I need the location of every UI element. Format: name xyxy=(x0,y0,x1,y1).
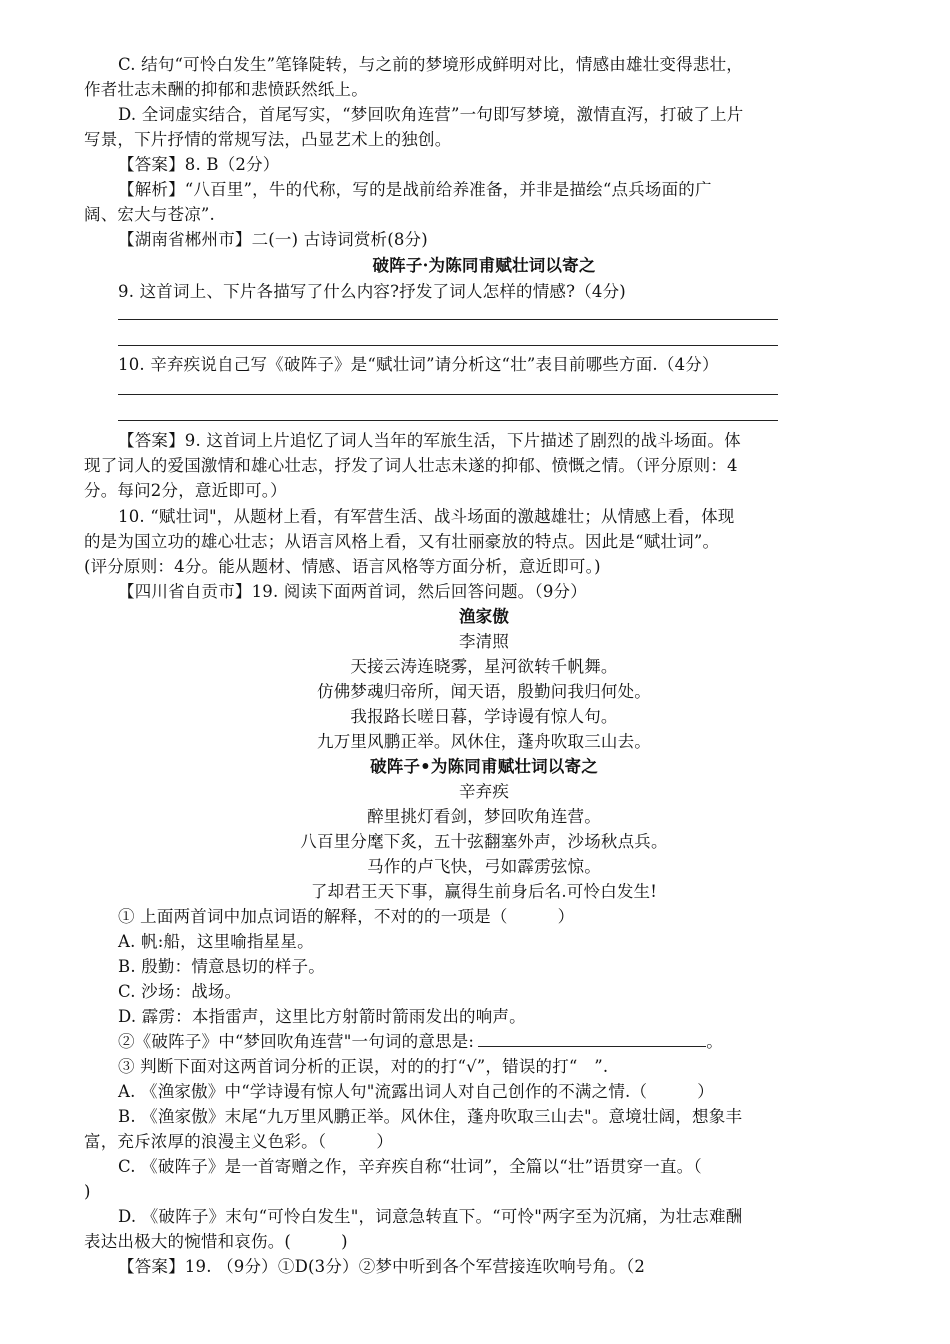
option-c-line2: 作者壮志未酬的抑郁和悲愤跃然纸上。 xyxy=(84,80,368,99)
poem-line: 醉里挑灯看剑，梦回吹角连营。 xyxy=(367,807,601,826)
analysis-line2: 阔、宏大与苍凉”. xyxy=(84,205,215,224)
section-sichuan: 【四川省自贡市】19. 阅读下面两首词，然后回答问题。（9分） xyxy=(118,582,587,601)
answer-10-line3: (评分原则：4分。能从题材、情感、语言风格等方面分析，意近即可。) xyxy=(84,557,601,576)
poem-title-pozhenzi-2: 破阵子•为陈同甫赋壮词以寄之 xyxy=(370,757,598,776)
poem-title-pozhenzi: 破阵子·为陈同甫赋壮词以寄之 xyxy=(372,256,596,275)
subquestion-2-text: ②《破阵子》中“梦回吹角连营"一句词的意思是: xyxy=(118,1032,475,1051)
fill-in-blank xyxy=(478,1030,706,1047)
poem-line: 马作的卢飞快，弓如霹雳弦惊。 xyxy=(367,857,601,876)
option-d-line2: 写景，下片抒情的常规写法，凸显艺术上的独创。 xyxy=(84,130,452,149)
subquestion-3: ③ 判断下面对这两首词分析的正误，对的的打“√”，错误的打“ ”. xyxy=(118,1057,609,1076)
option-c: C. 沙场：战场。 xyxy=(118,982,242,1001)
answer-line-9a xyxy=(118,319,778,320)
subquestion-1: ① 上面两首词中加点词语的解释，不对的的一项是（ ） xyxy=(118,907,575,926)
answer-8: 【答案】8. B（2分） xyxy=(118,155,280,174)
poem-line: 仿佛梦魂归帝所，闻天语，殷勤问我归何处。 xyxy=(317,682,651,701)
answer-9-line2: 现了词人的爱国激情和雄心壮志，抒发了词人壮志未遂的抑郁、愤慨之情。（评分原则：4 xyxy=(84,456,738,475)
judge-c-line1: C. 《破阵子》是一首寄赠之作，辛弃疾自称“壮词”，全篇以“壮”语贯穿一直。（ xyxy=(118,1157,702,1176)
poem-author-liqingzhao: 李清照 xyxy=(458,632,510,651)
subquestion-2 xyxy=(118,1029,884,1054)
poem-line: 九万里风鹏正举。风休住，蓬舟吹取三山去。 xyxy=(317,732,651,751)
answer-line-9b xyxy=(118,345,778,346)
answer-19: 【答案】19. （9分）①D(3分）②梦中听到各个军营接连吹响号角。（2 xyxy=(118,1257,646,1276)
option-a: A. 帆:船，这里喻指星星。 xyxy=(118,932,314,951)
analysis-line1: 【解析】“八百里”，牛的代称，写的是战前给养准备，并非是描绘“点兵场面的广 xyxy=(118,180,712,199)
subquestion-2-end: 。 xyxy=(706,1032,723,1051)
question-9: 9. 这首词上、下片各描写了什么内容?抒发了词人怎样的情感?（4分) xyxy=(118,282,626,301)
judge-a: A. 《渔家傲》中“学诗谩有惊人句"流露出词人对自己创作的不满之情.（ ） xyxy=(118,1082,714,1101)
option-d-line1: D. 全词虚实结合，首尾写实，“梦回吹角连营”一句即写梦境，激情直泻，打破了上片 xyxy=(118,105,744,124)
option-d: D. 霹雳：本指雷声，这里比方射箭时箭雨发出的响声。 xyxy=(118,1007,526,1026)
poem-line: 天接云涛连晓雾，星河欲转千帆舞。 xyxy=(350,657,618,676)
poem-author-xinqiji: 辛弃疾 xyxy=(458,782,510,801)
judge-b-line2: 富，充斥浓厚的浪漫主义色彩。（ ） xyxy=(84,1132,394,1151)
judge-d-line1: D. 《破阵子》末句“可怜白发生"，词意急转直下。“可怜"两字至为沉痛，为壮志难酬 xyxy=(118,1207,743,1226)
option-b: B. 殷勤：情意恳切的样子。 xyxy=(118,957,325,976)
answer-9-line3: 分。每问2分，意近即可。） xyxy=(84,481,287,500)
answer-10-line1: 10. “赋壮词"，从题材上看，有军营生活、战斗场面的激越雄壮；从情感上看，体现 xyxy=(118,507,735,526)
judge-c-line2: ) xyxy=(84,1182,91,1201)
judge-b-line1: B. 《渔家傲》末尾“九万里风鹏正举。风休住，蓬舟吹取三山去"。意境壮阔，想象丰 xyxy=(118,1107,743,1126)
question-10: 10. 辛弃疾说自己写《破阵子》是“赋壮词”请分析这“壮”表目前哪些方面.（4分） xyxy=(118,355,719,374)
answer-10-line2: 的是为国立功的雄心壮志；从语言风格上看，又有壮丽豪放的特点。因此是“赋壮词”。 xyxy=(84,532,720,551)
answer-line-10b xyxy=(118,420,778,421)
judge-d-line2: 表达出极大的惋惜和哀伤。( ) xyxy=(84,1232,348,1251)
answer-line-10a xyxy=(118,394,778,395)
poem-line: 我报路长嗟日暮，学诗谩有惊人句。 xyxy=(350,707,618,726)
poem-line: 了却君王天下事，赢得生前身后名.可怜白发生! xyxy=(310,882,658,901)
section-hunan: 【湖南省郴州市】二(一) 古诗词赏析(8分) xyxy=(118,230,428,249)
answer-9-line1: 【答案】9. 这首词上片追忆了词人当年的军旅生活，下片描述了剧烈的战斗场面。体 xyxy=(118,431,741,450)
poem-title-yujiaao: 渔家傲 xyxy=(458,607,510,626)
poem-line: 八百里分麾下炙，五十弦翻塞外声，沙场秋点兵。 xyxy=(300,832,668,851)
option-c-line1: C. 结句“可怜白发生”笔锋陡转，与之前的梦境形成鲜明对比，情感由雄壮变得悲壮， xyxy=(118,55,743,74)
